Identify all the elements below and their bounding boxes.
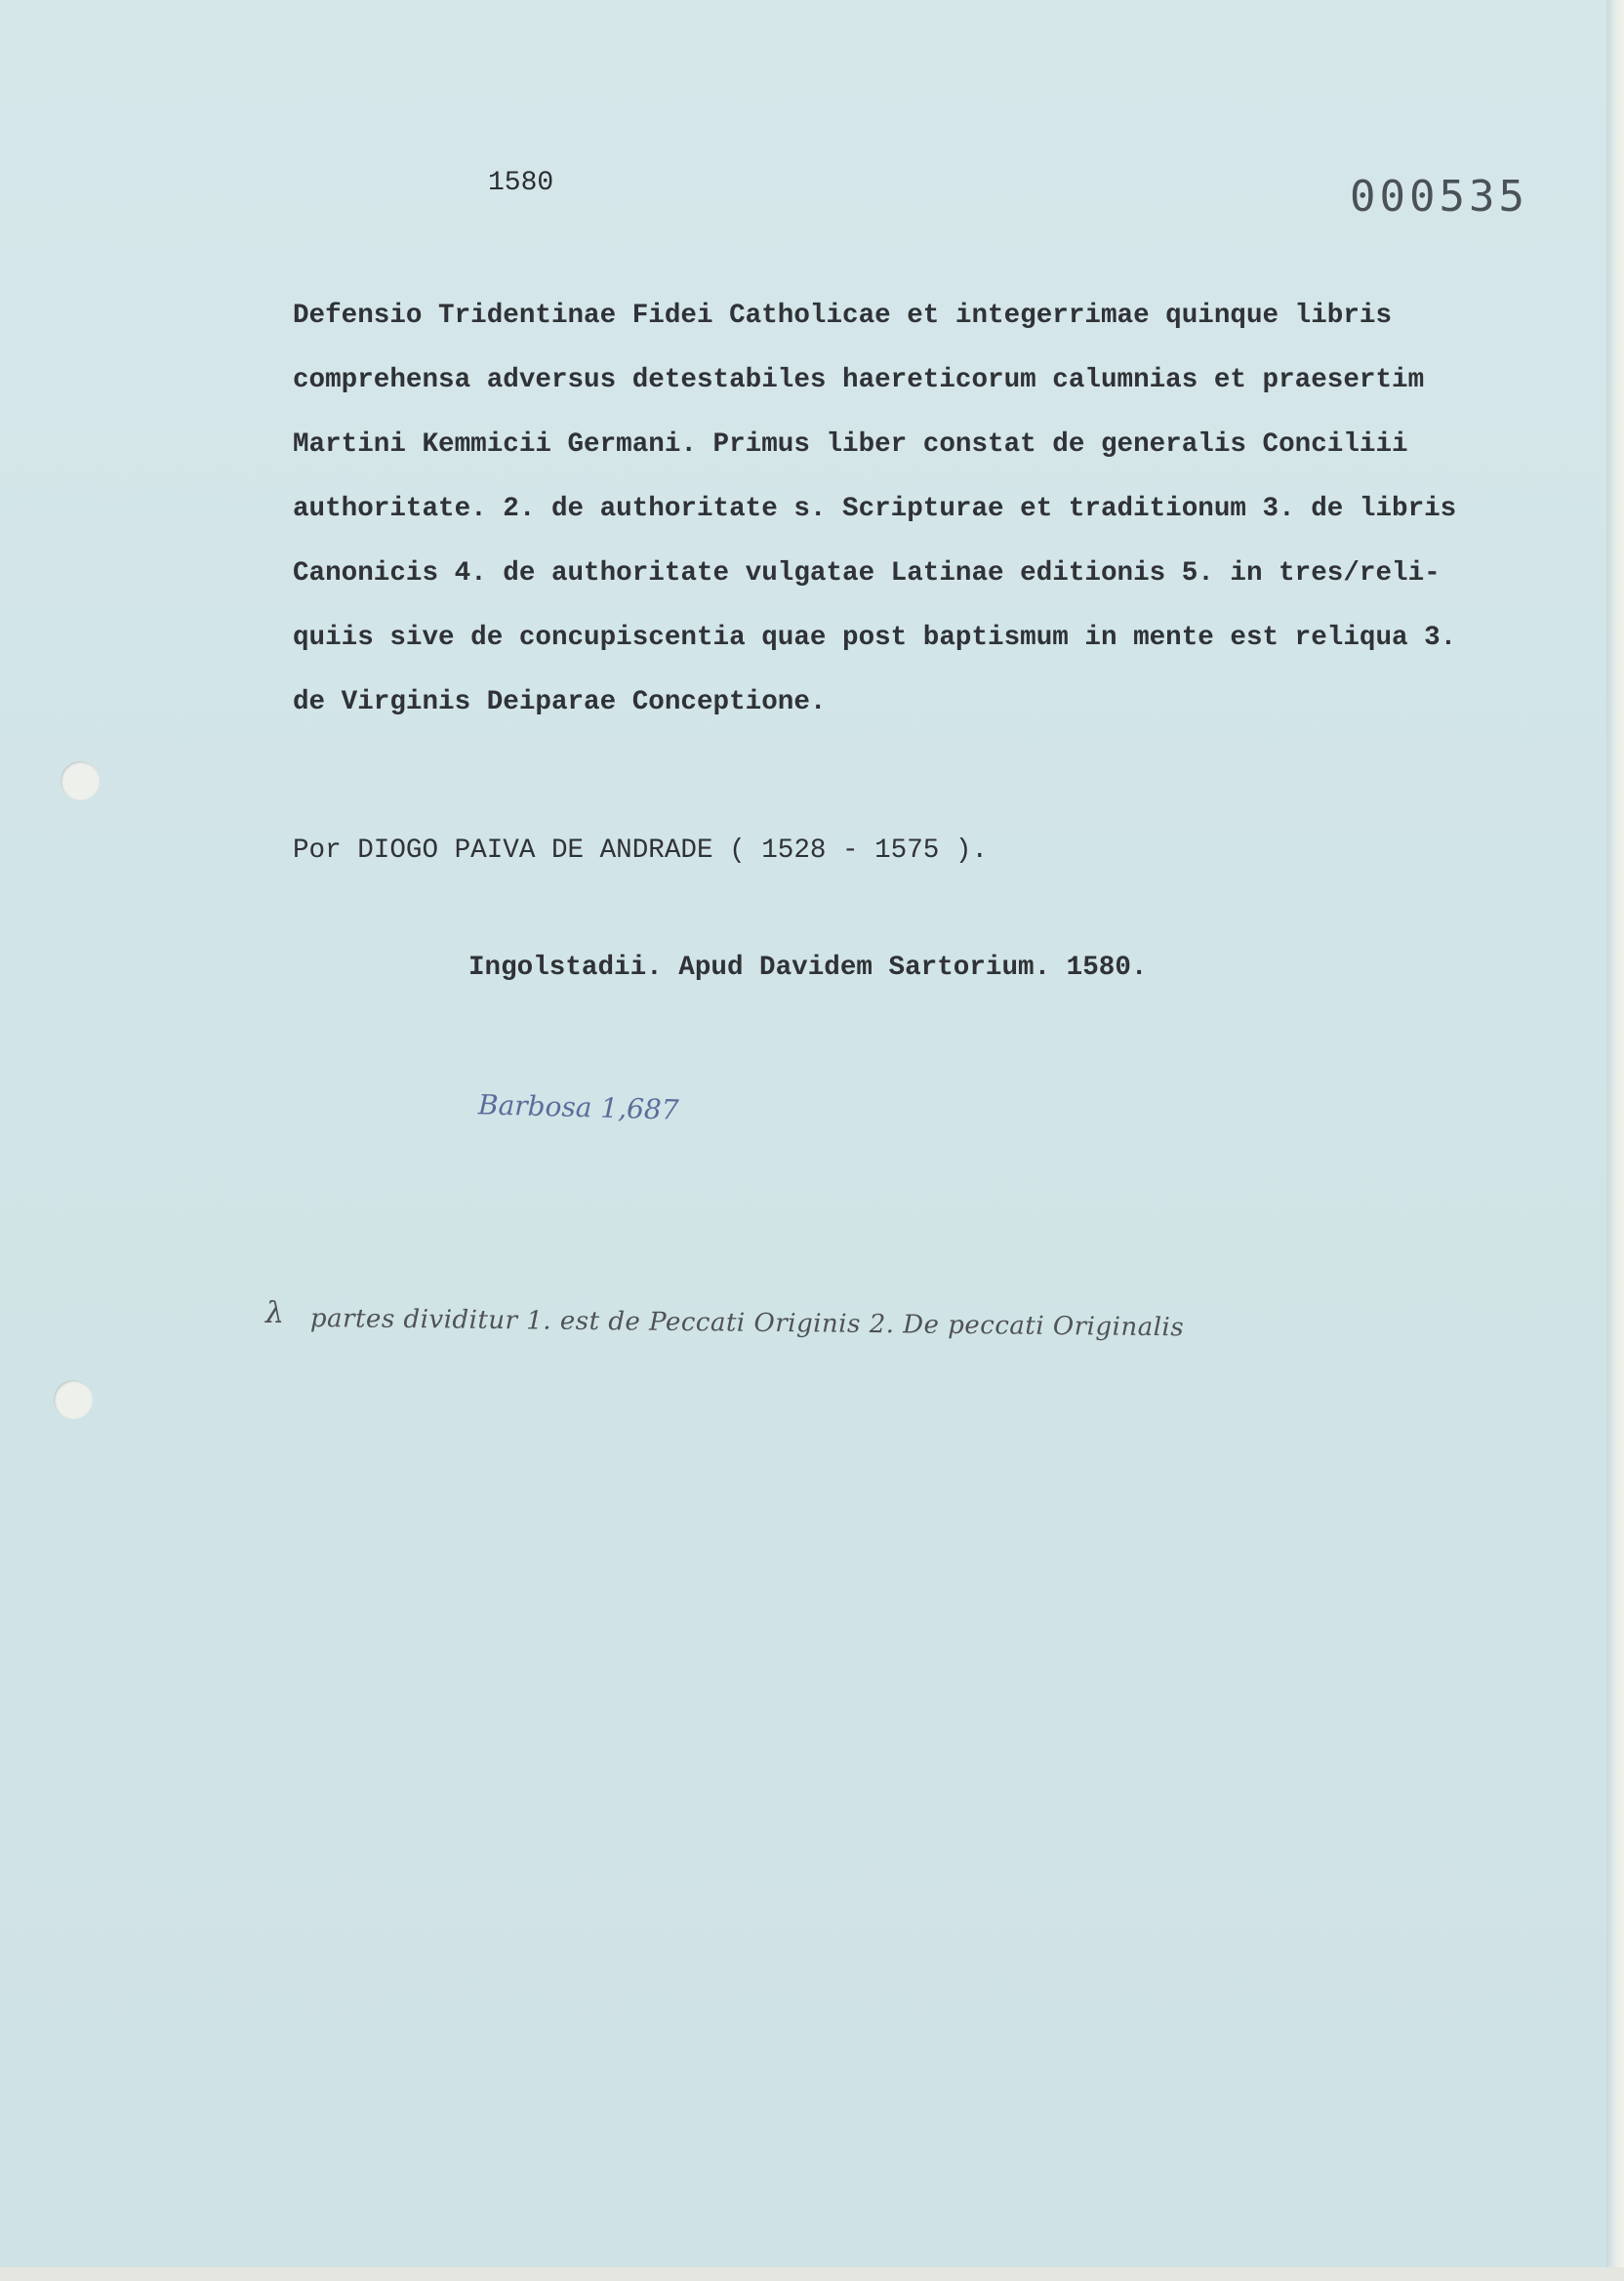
handwritten-insertion-mark: λ <box>265 1296 285 1330</box>
description-line-4: authoritate. 2. de authoritate s. Scripturae et traditionum 3. de libris <box>293 494 1457 524</box>
author-line: Por DIOGO PAIVA DE ANDRADE ( 1528 - 1575 ). <box>293 835 989 866</box>
description-line-3: Martini Kemmicii Germani. Primus liber constat de generalis Conciliii <box>293 429 1408 460</box>
punch-hole-top <box>61 761 100 800</box>
year-header: 1580 <box>488 168 554 198</box>
description-line-2: comprehensa adversus detestabiles haereticorum calumnias et praesertim <box>293 365 1425 395</box>
imprint-line: Ingolstadii. Apud Davidem Sartorium. 1580. <box>468 953 1148 983</box>
record-number: 000535 <box>1350 172 1528 222</box>
handwritten-reference: Barbosa 1,687 <box>477 1088 679 1126</box>
description-line-5: Canonicis 4. de authoritate vulgatae Latinae editionis 5. in tres/reli- <box>293 558 1441 589</box>
description-line-6: quiis sive de concupiscentia quae post baptismum in mente est reliqua 3. <box>293 623 1457 653</box>
paper-bottom-edge <box>0 2267 1624 2281</box>
handwritten-note: partes dividitur 1. est de Peccati Originis 2. De peccati Originalis <box>309 1304 1185 1343</box>
punch-hole-bottom <box>54 1380 93 1419</box>
description-line-7: de Virginis Deiparae Conceptione. <box>293 687 827 717</box>
description-line-1: Defensio Tridentinae Fidei Catholicae et integerrimae quinque libris <box>293 301 1393 331</box>
paper-right-edge <box>1606 0 1624 2281</box>
